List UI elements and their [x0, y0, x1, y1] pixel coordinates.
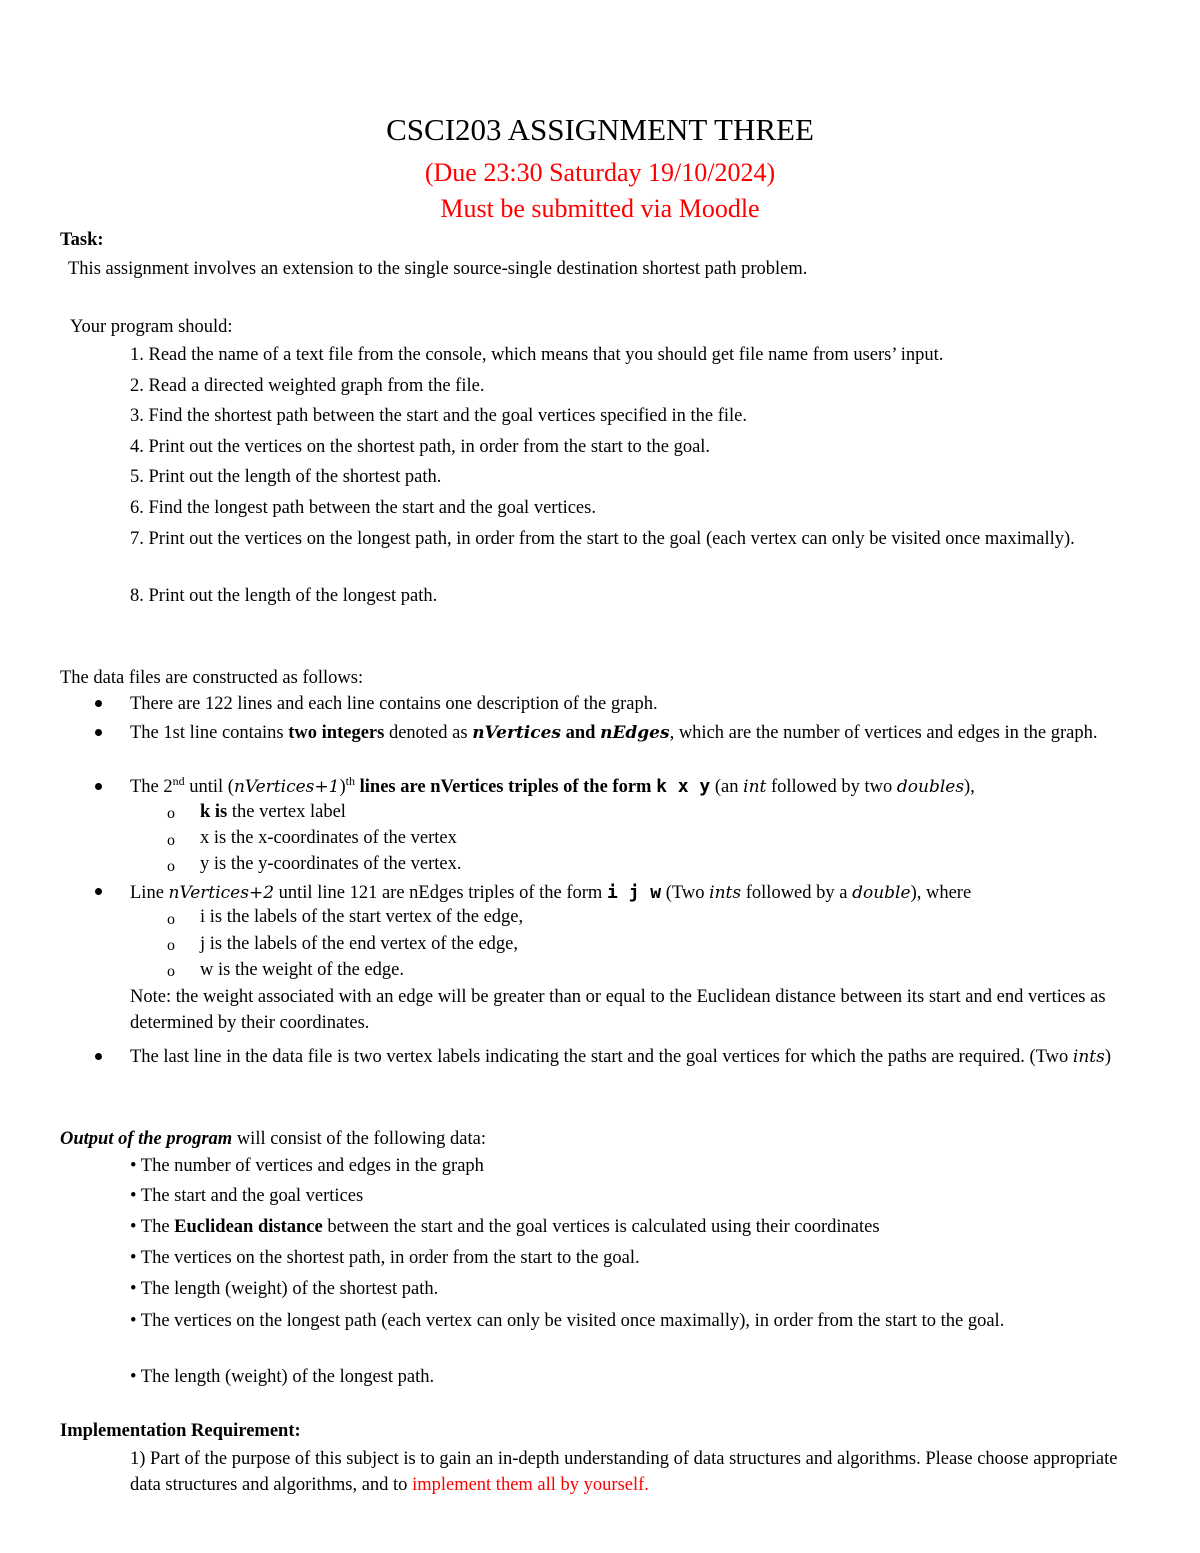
- implementation-heading: Implementation Requirement:: [60, 1421, 301, 1441]
- due-date: (Due 23:30 Saturday 19/10/2024): [424, 158, 776, 187]
- step-7: 7. Print out the vertices on the longest path, in order from the start to the goal (each vertex can only be visited once maximally).: [130, 529, 1075, 549]
- implementation-req-1: 1) Part of the purpose of this subject is to gain an in-depth understanding of data structures and algorithms. Please choose appropriate data structures and algorithms, and to implement them all by yourself.: [130, 1449, 1118, 1495]
- step-1: 1. Read the name of a text file from the console, which means that you should get file name from users’ input.: [130, 345, 944, 365]
- output-item: • The Euclidean distance between the start and the goal vertices is calculated using their coordinates: [130, 1217, 880, 1237]
- vertex-sub-1: k is the vertex label: [200, 802, 346, 822]
- bullet-dot-icon: [95, 783, 102, 790]
- output-heading: Output of the program will consist of the following data:: [60, 1129, 487, 1149]
- output-item: • The start and the goal vertices: [130, 1186, 364, 1206]
- step-6: 6. Find the longest path between the start and the goal vertices.: [130, 498, 596, 518]
- task-intro: This assignment involves an extension to the single source-single destination shortest path problem.: [68, 259, 808, 279]
- data-bullet-5: The last line in the data file is two vertex labels indicating the start and the goal vertices for which the paths are required. (Two ints): [130, 1047, 1112, 1067]
- step-5: 5. Print out the length of the shortest path.: [130, 467, 442, 487]
- vertex-sub-2: x is the x-coordinates of the vertex: [200, 828, 457, 848]
- edge-sub-3: w is the weight of the edge.: [200, 960, 404, 980]
- page-title: CSCI203 ASSIGNMENT THREE: [386, 112, 814, 147]
- output-item: • The length (weight) of the longest path.: [130, 1367, 435, 1387]
- data-bullet-1: There are 122 lines and each line contains one description of the graph.: [130, 694, 658, 714]
- output-item: • The length (weight) of the shortest path.: [130, 1279, 439, 1299]
- circle-bullet-icon: o: [167, 911, 175, 928]
- output-item: • The number of vertices and edges in the graph: [130, 1156, 484, 1176]
- step-4: 4. Print out the vertices on the shortest path, in order from the start to the goal.: [130, 437, 711, 457]
- edge-sub-2: j is the labels of the end vertex of the edge,: [200, 934, 518, 954]
- circle-bullet-icon: o: [167, 805, 175, 822]
- output-item: • The vertices on the shortest path, in order from the start to the goal.: [130, 1248, 640, 1268]
- bullet-dot-icon: [95, 1053, 102, 1060]
- data-files-intro: The data files are constructed as follows:: [60, 668, 364, 688]
- data-bullet-4: Line nVertices+2 until line 121 are nEdges triples of the form i j w (Two ints followed by a double), where: [130, 882, 972, 903]
- bullet-dot-icon: [95, 729, 102, 736]
- step-8: 8. Print out the length of the longest path.: [130, 586, 438, 606]
- data-bullet-3: The 2nd until (nVertices+1)$^{th}$ lines are nVertices triples of the form k x y (an int followed by two doubles),: [130, 773, 975, 797]
- bullet-dot-icon: [95, 700, 102, 707]
- edge-sub-1: i is the labels of the start vertex of the edge,: [200, 907, 524, 927]
- weight-note: Note: the weight associated with an edge will be greater than or equal to the Euclidean distance between its start and end vertices as determined by their coordinates.: [130, 987, 1106, 1033]
- task-heading: Task:: [60, 230, 104, 250]
- output-item: • The vertices on the longest path (each vertex can only be visited once maximally), in order from the start to the goal.: [130, 1311, 1005, 1331]
- circle-bullet-icon: o: [167, 937, 175, 954]
- circle-bullet-icon: o: [167, 963, 175, 980]
- submission-note: Must be submitted via Moodle: [440, 194, 760, 223]
- vertex-sub-3: y is the y-coordinates of the vertex.: [200, 854, 462, 874]
- bullet-dot-icon: [95, 888, 102, 895]
- circle-bullet-icon: o: [167, 858, 175, 875]
- step-2: 2. Read a directed weighted graph from the file.: [130, 376, 485, 396]
- step-3: 3. Find the shortest path between the start and the goal vertices specified in the file.: [130, 406, 747, 426]
- data-bullet-2: The 1st line contains two integers denoted as nVertices and nEdges, which are the number of vertices and edges in the graph.: [130, 723, 1098, 743]
- program-intro: Your program should:: [70, 317, 233, 337]
- circle-bullet-icon: o: [167, 832, 175, 849]
